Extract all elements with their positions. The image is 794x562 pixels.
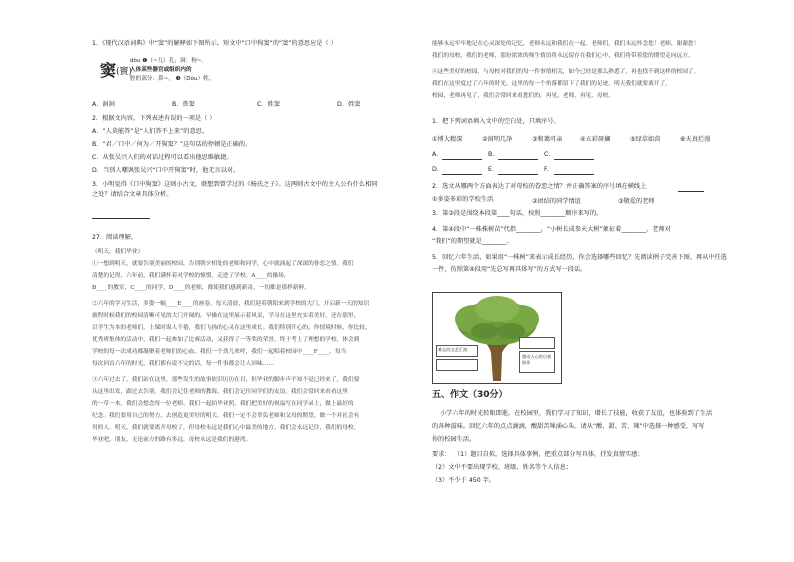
word-choice: ⑤绿草如茵	[630, 136, 661, 143]
blank-b[interactable]	[498, 159, 538, 160]
composition-prompt: 小学六年的时光转眼即逝。在校园里，我们学习了知识，增长了技能，收获了友谊，也体验到了生活	[440, 410, 713, 417]
passage-line: ①一想到明天，就要告别美丽的校园，告别朝夕相处的老师和同学，心中就涌起了深深的眷恋之情。我们	[92, 261, 354, 267]
requirements-label: 要求：	[432, 451, 451, 458]
word-choice: ①博大精深	[432, 136, 463, 143]
right-column	[432, 38, 754, 542]
requirement-item: （3）不少于 450 字。	[432, 477, 495, 484]
tree-label-right: 感动人心的日夜陪伴	[522, 354, 552, 365]
word-choice: ④五彩斑斓	[580, 136, 611, 143]
dict-character: 窦	[100, 61, 117, 80]
blank-label: B.	[488, 151, 495, 158]
rq5-line-1: 5．回忆六年生活，如果用“一株树”来表示成长经历，你会选择哪些回忆？先阅读例子完善下图，再从中任选	[432, 254, 727, 261]
q2-option-b[interactable]: B．“君／口中／何为／开狗窦？”这句话的停顿是正确的。	[92, 141, 252, 148]
rq2-stem: 2．选文从哪两个方面表达了对母校的眷恋之情？并正确答案的序号填在横线上	[432, 183, 647, 190]
passage-line: ②六年的学习生活，多姿一幅____E____的画卷。每天清晨，我们迎着朝阳来到学校的大门，开启新一天的知识	[92, 301, 370, 307]
blank-a[interactable]	[442, 159, 482, 160]
q2-option-d[interactable]: D．当别人嘲讽张吴兴“口中开狗窦”时，他无言以对。	[92, 167, 240, 174]
blank-f[interactable]	[554, 174, 594, 175]
section-composition-heading: 五、作文（30分）	[432, 390, 508, 400]
passage-continued-line: 我们在这里度过了六年的时光。这里的每一个角落都留下了我们的足迹。明天我们就要离开了，	[432, 81, 671, 87]
passage-line: B____的教室，C____的同学，D____的老师，都使我们感到新奇，一切都是那样新鲜。	[92, 285, 310, 291]
passage-line: 毕业吧，朋友，无论前方的路有多远，母校永远是我们的港湾。	[92, 437, 252, 443]
dict-line-1: dòu ❶（~儿）孔；洞：狗~。	[130, 58, 208, 64]
blank-c[interactable]	[554, 159, 594, 160]
rq2-option: ③敬爱的老师	[618, 198, 655, 205]
q3-answer-line[interactable]	[92, 218, 150, 219]
q27-intro: 27．阅读理解。	[92, 234, 137, 241]
blank-d[interactable]	[442, 174, 482, 175]
passage-line: 清楚的记得，六年前，我们满怀着对学校的憧憬，走进了学校。A____的操场，	[92, 273, 290, 279]
blank-label: C.	[544, 151, 551, 158]
q1-option-d[interactable]: D．姓窦	[337, 101, 361, 108]
composition-prompt: 你的校园生活。	[432, 436, 476, 443]
dictionary-entry-image	[100, 56, 232, 86]
blank-label: F.	[544, 166, 549, 173]
rq4-line-2: “我们”的期望就是________。	[432, 238, 513, 245]
rq1-stem: 1．把下列词语填入文中的空白处，只填序号。	[432, 118, 560, 125]
rq2-option: ①多姿多彩的学校生活	[432, 196, 494, 203]
word-choice: ③和蔼可亲	[532, 136, 563, 143]
rq5-line-2: 一件，仿照第④段用“先总写再具体写”的方式写一段话。	[432, 266, 587, 273]
dict-traditional: (竇)	[116, 67, 133, 77]
rq2-option: ②团结的同学情谊	[532, 198, 581, 205]
passage-continued-line: 能够永远牢牢地记在心灵深处的记忆，老师永远和我们在一起。老师们，我们永远怀念您！老师，谢谢您！	[432, 41, 700, 47]
passage-line: 学校的每一次成功都凝聚着老师们的心血。我们一个劲儿欢呼，我们一起唱着校园中____F____，每当	[92, 349, 347, 355]
tree-label-left: 难忘的文艺汇演	[438, 347, 468, 352]
rq3-text: 3．第③段是围绕本段第____句话，按照________顺序来写的。	[432, 210, 603, 217]
requirement-item: （2）文中不要出现学校、班级、姓名等个人信息；	[432, 464, 573, 471]
left-column	[92, 38, 417, 542]
passage-continued-line: 我们的母校，我们的老师，那份浓浓的师生情谊将永远留存在我们心中，我们将带着您的期望走向远方。	[432, 53, 694, 59]
passage-line: 纪念。我们要用自己的努力，去创造更美好的明天。我们一定不会辜负老师和父母的期望，做一个对社会有	[92, 413, 360, 419]
q1-option-a[interactable]: A．洞洞	[92, 101, 115, 108]
blank-label: E.	[488, 166, 494, 173]
passage-line: 每次回首六年的时光，我们都有说不完的话，每一件事都会让人回味……	[92, 361, 274, 367]
q2-option-c[interactable]: C．从张吴兴人们的对话过程可以看出他思维敏捷。	[92, 154, 233, 161]
passage-title: 《明天，我们毕业》	[92, 249, 144, 255]
blank-label: D.	[432, 166, 439, 173]
passage-line: 以学生为本的老师们，上课时诲人不倦，我们飞扬的心灵在这里成长。我们特别开心的，你情境时候，你比较，	[92, 325, 371, 331]
word-choice: ⑥天真烂漫	[680, 136, 711, 143]
passage-continued-line: ④这些美好的校园，与母校对我们的每一件事情相关，如今已经是那么熟悉了，再也找不到这样的校园了。	[432, 69, 700, 75]
tree-blank-box[interactable]	[436, 359, 478, 371]
requirement-item: （1）题目自拟，选择具体事例，把重点部分写具体，抒发真情实感；	[454, 451, 644, 458]
passage-line: 旅程时候我们的校园清晰可见的大门开阔的，早操在这里展示着风采，学习在这里充实着美好，还在那里，	[92, 313, 360, 319]
passage-line: 用的人。明天，我们就要离开母校了，但母校永远是我们心中最美的地方。我们会永远记住，我们的母校。	[92, 425, 360, 431]
dict-line-2: 人体某些器官或组织内的	[130, 67, 192, 73]
q1-option-b[interactable]: B．鼻窦	[172, 101, 195, 108]
q2-option-a[interactable]: A．“人莫能答”是“人们答不上来”的意思。	[92, 128, 209, 135]
q1-stem: 1．《现代汉语词典》中“窦”的解释如下图所示。短文中“口中狗窦”的“窦”的意思应是（ ）	[92, 40, 337, 47]
q2-stem: 2．根据文内容，下列表述有误的一项是（ ）	[92, 115, 216, 122]
tree-blank-box[interactable]	[519, 337, 555, 349]
q3-line-2: 之处？请结合文章具体分析。	[92, 191, 173, 198]
passage-line: 的一草一木。我们会想念每一位老师。我们一起拍毕业照，我们把美好的祝福写在同学录上，做上最好的	[92, 401, 354, 407]
passage-line: 优秀班集体的活动中，我们一起参加了比赛活动，又获得了一等奖的荣誉，终于考上了理想的学校，体会到	[92, 337, 360, 343]
rq4-line-1: 4．第④段中“一株株树苗”代指________，“小树长成参天大树”象征着________，老师对	[432, 226, 671, 233]
passage-continued-line: 校园，老师再见了，我们会常回来看您们的。再见，老师，再见，母校。	[432, 93, 614, 99]
dict-line-3: 腔的部分：鼻~。 ❸（Dòu）姓。	[130, 76, 215, 82]
blank-label: A.	[432, 151, 439, 158]
passage-line: ③六年过去了，我们站在这里，那些发生的故事依旧历历在目，但毕业的脚步声不知不觉已经来了，我们要	[92, 377, 360, 383]
passage-line: 从这里出发，跟过去告别。我们会记住老师的教诲，我们会记住同学们的友谊。我们会常回来看看这里	[92, 389, 348, 395]
word-choice: ②窗明几净	[482, 136, 513, 143]
rq2-answer-blank[interactable]	[678, 191, 704, 192]
q3-line-1: 3．小明觉得《口中狗窦》这则小古文，联想到曾学过的《杨氏之子》。这两则古文中的主人公有什么相同	[92, 181, 378, 188]
blank-e[interactable]	[498, 174, 538, 175]
composition-prompt: 的各种滋味。回忆六年的点点滴滴，酸甜苦辣涌心头。请从“酸、甜、苦、辣”中选择一种感受，写写	[432, 423, 705, 430]
tree-diagram	[432, 292, 562, 384]
q1-option-c[interactable]: C．姓窦	[257, 101, 280, 108]
